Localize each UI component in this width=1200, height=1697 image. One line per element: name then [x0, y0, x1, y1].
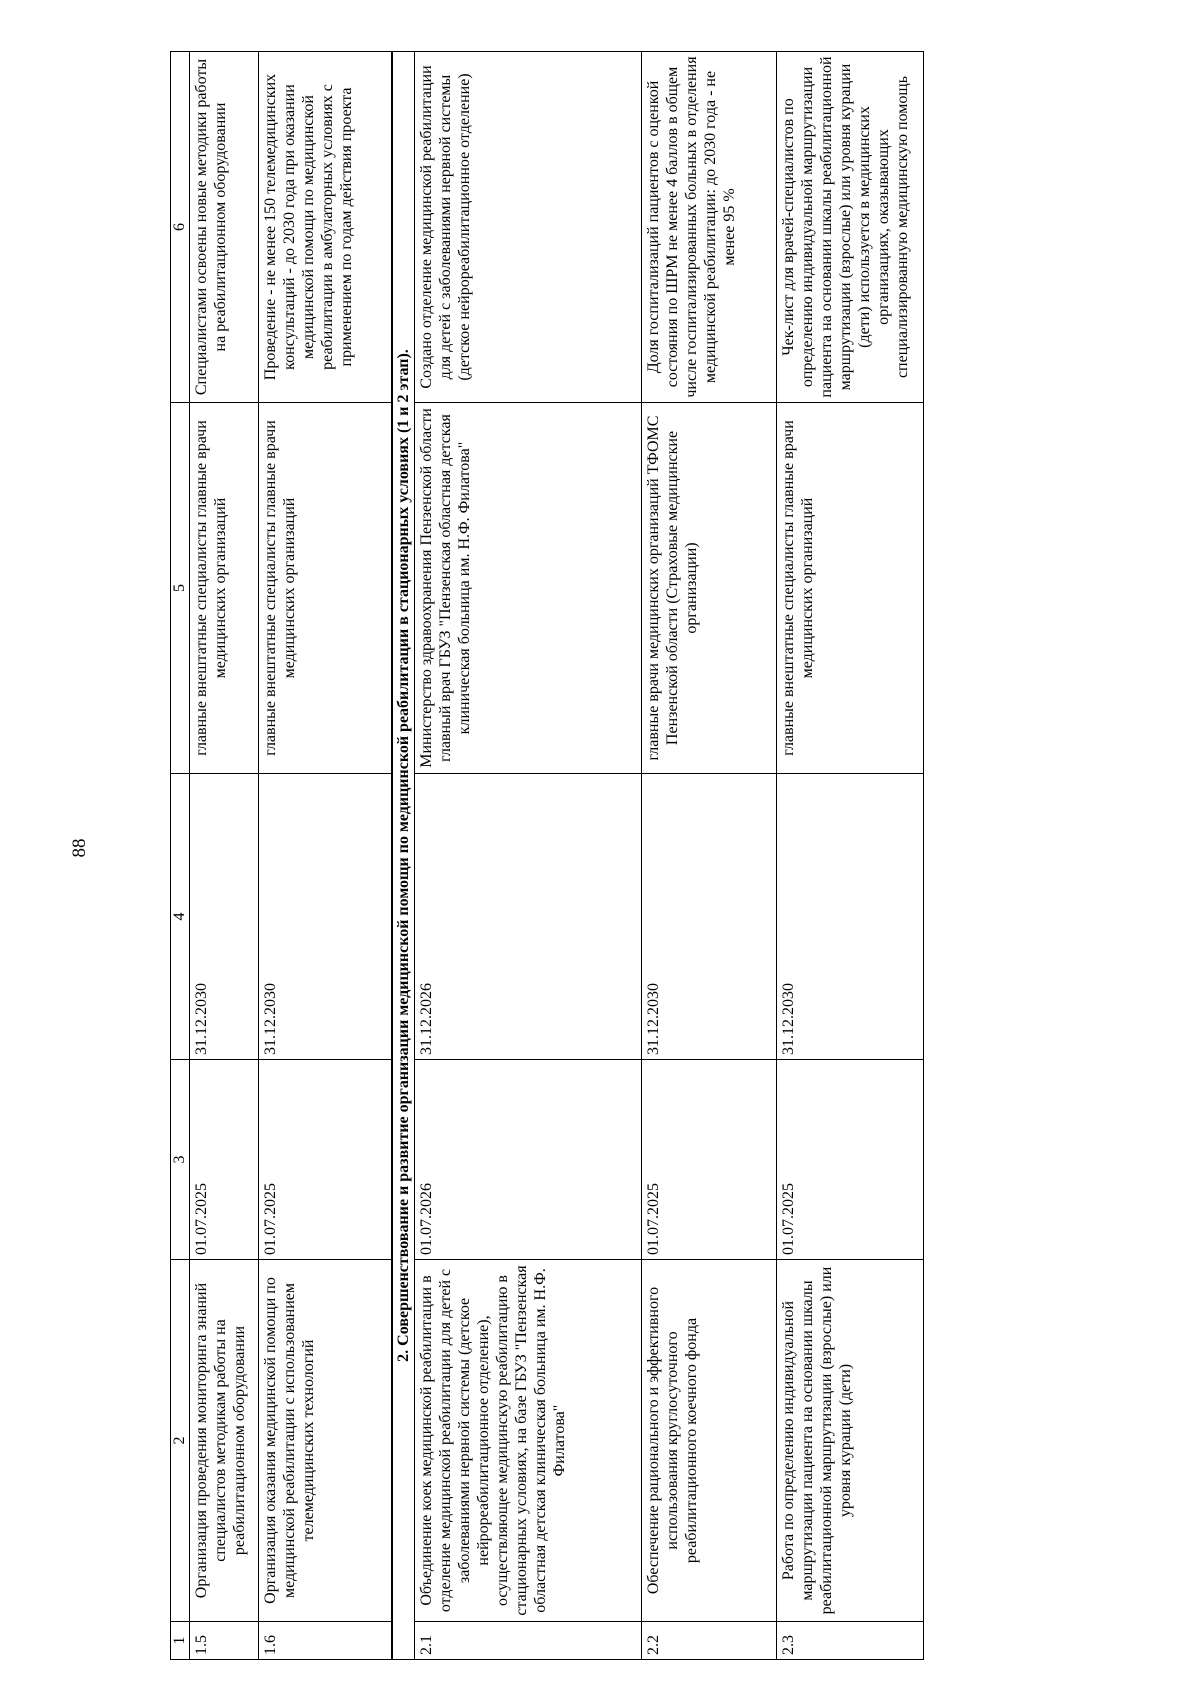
table-row	[777, 52, 924, 1660]
action-cell: Объединение коек медицинской реабилитации в отделение медицинской реабилитации для детей с заболеваниями нервной системы (детское нейрореабилитационное отделение), осуществляющее медицинскую реабилитацию в стационарных условиях, на базе ГБУЗ "Пензенская областная детская клиническая больница им. Н.Ф. Филатова"	[415, 1260, 642, 1622]
responsible-cell: главные внештатные специалисты главные врачи медицинских организаций	[259, 403, 393, 774]
end-date-cell: 31.12.2030	[642, 774, 777, 1060]
action-cell: Обеспечение рационального и эффективного использования круглосуточного реабилитационного коечного фонда	[642, 1260, 777, 1622]
row-number: 2.3	[777, 1622, 924, 1660]
header-col-1: 1	[171, 1622, 190, 1660]
table-row	[259, 52, 393, 1660]
row-number: 2.2	[642, 1622, 777, 1660]
table-row	[415, 52, 642, 1660]
row-number: 1.6	[259, 1622, 393, 1660]
responsible-cell: главные внештатные специалисты главные врачи медицинских организаций	[777, 403, 924, 774]
end-date-cell: 31.12.2026	[415, 774, 642, 1060]
page-number: 88	[69, 838, 90, 858]
table-row	[190, 52, 259, 1660]
start-date-cell: 01.07.2025	[259, 1060, 393, 1260]
start-date-cell: 01.07.2025	[190, 1060, 259, 1260]
row-number: 1.5	[190, 1622, 259, 1660]
result-cell: Проведение - не менее 150 телемедицинских консультаций - до 2030 года при оказании медицинской помощи по медицинской реабилитации в амбулаторных условиях с применением по годам действия проекта	[259, 52, 393, 403]
end-date-cell: 31.12.2030	[259, 774, 393, 1060]
rotated-table-container	[170, 52, 1190, 1660]
header-row	[171, 52, 190, 1660]
end-date-cell: 31.12.2030	[777, 774, 924, 1060]
result-cell: Создано отделение медицинской реабилитации для детей с заболеваниями нервной системы (детское нейрореабилитационное отделение)	[415, 52, 642, 403]
action-cell: Организация проведения мониторинга знаний специалистов методикам работы на реабилитационном оборудовании	[190, 1260, 259, 1622]
start-date-cell: 01.07.2025	[777, 1060, 924, 1260]
result-cell: Специалистами освоены новые методики работы на реабилитационном оборудовании	[190, 52, 259, 403]
action-cell: Организация оказания медицинской помощи по медицинской реабилитации с использованием телемедицинских технологий	[259, 1260, 393, 1622]
header-col-5: 5	[171, 403, 190, 774]
end-date-cell: 31.12.2030	[190, 774, 259, 1060]
header-col-4: 4	[171, 774, 190, 1060]
responsible-cell: главные внештатные специалисты главные врачи медицинских организаций	[190, 403, 259, 774]
header-col-2: 2	[171, 1260, 190, 1622]
header-col-6: 6	[171, 52, 190, 403]
section-row	[392, 52, 415, 1660]
row-number: 2.1	[415, 1622, 642, 1660]
responsible-cell: главные врачи медицинских организаций ТФОМС Пензенской области (Страховые медицинские организации)	[642, 403, 777, 774]
start-date-cell: 01.07.2025	[642, 1060, 777, 1260]
header-col-3: 3	[171, 1060, 190, 1260]
result-cell: Доля госпитализаций пациентов с оценкой состояния по ШРМ не менее 4 баллов в общем числе госпитализированных больных в отделения медицинской реабилитации: до 2030 года - не менее 95 %	[642, 52, 777, 403]
result-cell: Чек-лист для врачей-специалистов по определению индивидуальной маршрутизации пациента на основании шкалы реабилитационной маршрутизации (взрослые) или уровня курации (дети) используется в медицинских организациях, оказывающих специализированную медицинскую помощь	[777, 52, 924, 403]
responsible-cell: Министерство здравоохранения Пензенской области главный врач ГБУЗ "Пензенская областная детская клиническая больница им. Н.Ф. Филатова"	[415, 403, 642, 774]
section-title: 2. Совершенствование и развитие организации медицинской помощи по медицинской реабилитации в стационарных условиях (1 и 2 этап).	[392, 52, 415, 1660]
plan-table	[170, 51, 924, 1660]
table-row	[642, 52, 777, 1660]
action-cell: Работа по определению индивидуальной маршрутизации пациента на основании шкалы реабилитационной маршрутизации (взрослые) или уровня курации (дети)	[777, 1260, 924, 1622]
start-date-cell: 01.07.2026	[415, 1060, 642, 1260]
